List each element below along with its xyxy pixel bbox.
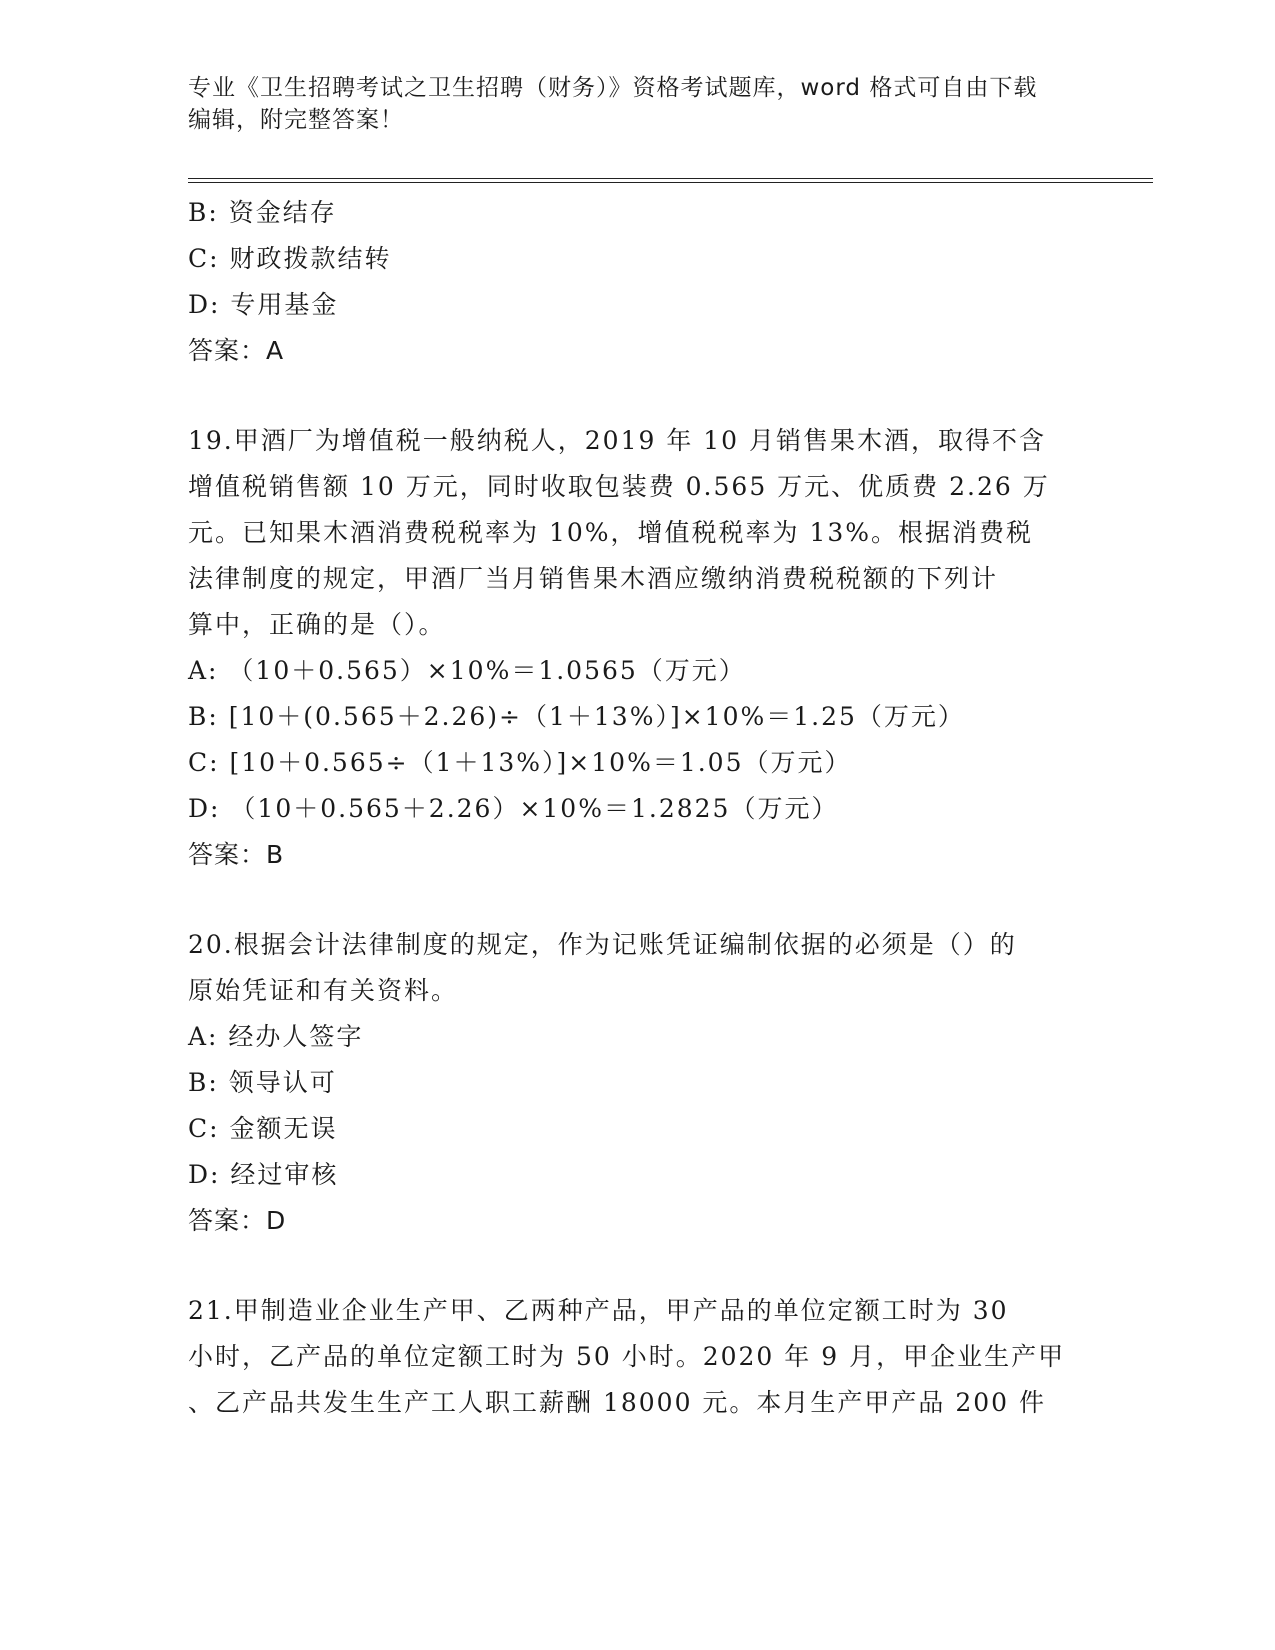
answer-label: 答案：B [188, 840, 285, 869]
question-stem-line: 20.根据会计法律制度的规定，作为记账凭证编制依据的必须是（）的 [188, 930, 1017, 959]
option-d: D: （10＋0.565＋2.26）×10%＝1.2825（万元） [188, 794, 839, 823]
option-a: A: （10＋0.565）×10%＝1.0565（万元） [188, 656, 746, 685]
question-21 [188, 1288, 1088, 1426]
question-19 [188, 418, 1088, 878]
question-stem-line: 增值税销售额 10 万元，同时收取包装费 0.565 万元、优质费 2.26 万 [188, 472, 1050, 501]
question-stem-line: 小时，乙产品的单位定额工时为 50 小时。2020 年 9 月，甲企业生产甲 [188, 1342, 1066, 1371]
question-18-continued [188, 190, 1088, 374]
question-stem-line: 19.甲酒厂为增值税一般纳税人，2019 年 10 月销售果木酒，取得不含 [188, 426, 1047, 455]
answer-label: 答案：D [188, 1206, 287, 1235]
question-stem-line: 原始凭证和有关资料。 [188, 976, 459, 1005]
question-20 [188, 922, 1088, 1244]
option-b: B: 领导认可 [188, 1068, 337, 1097]
question-stem-line: 、乙产品共发生生产工人职工薪酬 18000 元。本月生产甲产品 200 件 [188, 1388, 1047, 1417]
question-stem-line: 21.甲制造业企业生产甲、乙两种产品，甲产品的单位定额工时为 30 [188, 1296, 1009, 1325]
option-a: A: 经办人签字 [188, 1022, 364, 1051]
option-c: C: [10＋0.565÷（1＋13%）]×10%＝1.05（万元） [188, 748, 852, 777]
option-d: D: 专用基金 [188, 290, 339, 319]
option-b: B: [10＋(0.565＋2.26)÷（1＋13%）]×10%＝1.25（万元） [188, 702, 965, 731]
document-header [188, 72, 1088, 136]
answer-label: 答案：A [188, 336, 285, 365]
spacer [188, 374, 1088, 418]
option-c: C: 财政拨款结转 [188, 244, 392, 273]
option-b: B: 资金结存 [188, 198, 337, 227]
option-c: C: 金额无误 [188, 1114, 338, 1143]
option-d: D: 经过审核 [188, 1160, 339, 1189]
header-divider [188, 178, 1153, 183]
question-list [188, 190, 1088, 1426]
question-stem-line: 算中，正确的是（）。 [188, 610, 446, 639]
question-stem-line: 元。已知果木酒消费税税率为 10%，增值税税率为 13%。根据消费税 [188, 518, 1034, 547]
header-line-2: 编辑，附完整答案！ [188, 107, 404, 133]
spacer [188, 1244, 1088, 1288]
header-line-1: 专业《卫生招聘考试之卫生招聘（财务）》资格考试题库，word 格式可自由下载 [188, 75, 1038, 101]
spacer [188, 878, 1088, 922]
question-stem-line: 法律制度的规定，甲酒厂当月销售果木酒应缴纳消费税税额的下列计 [188, 564, 999, 593]
